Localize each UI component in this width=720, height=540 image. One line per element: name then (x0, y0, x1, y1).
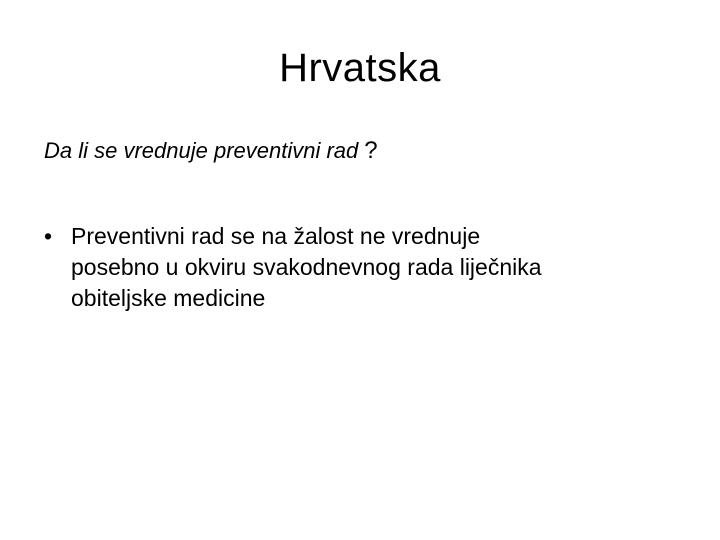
bullet-item (38, 221, 678, 314)
slide-title: Hrvatska (279, 46, 441, 90)
bullet-line: obiteljske medicine (71, 285, 266, 311)
bullet-marker: • (43, 223, 53, 249)
question-mark: ? (364, 137, 378, 164)
question-text: Da li se vrednuje preventivni rad (44, 138, 359, 163)
bullet-line: posebno u okviru svakodnevnog rada liječnika (71, 254, 542, 280)
bullet-line: Preventivni rad se na žalost ne vrednuje (71, 223, 481, 249)
question-heading (44, 136, 378, 166)
bullet-list (38, 221, 678, 314)
